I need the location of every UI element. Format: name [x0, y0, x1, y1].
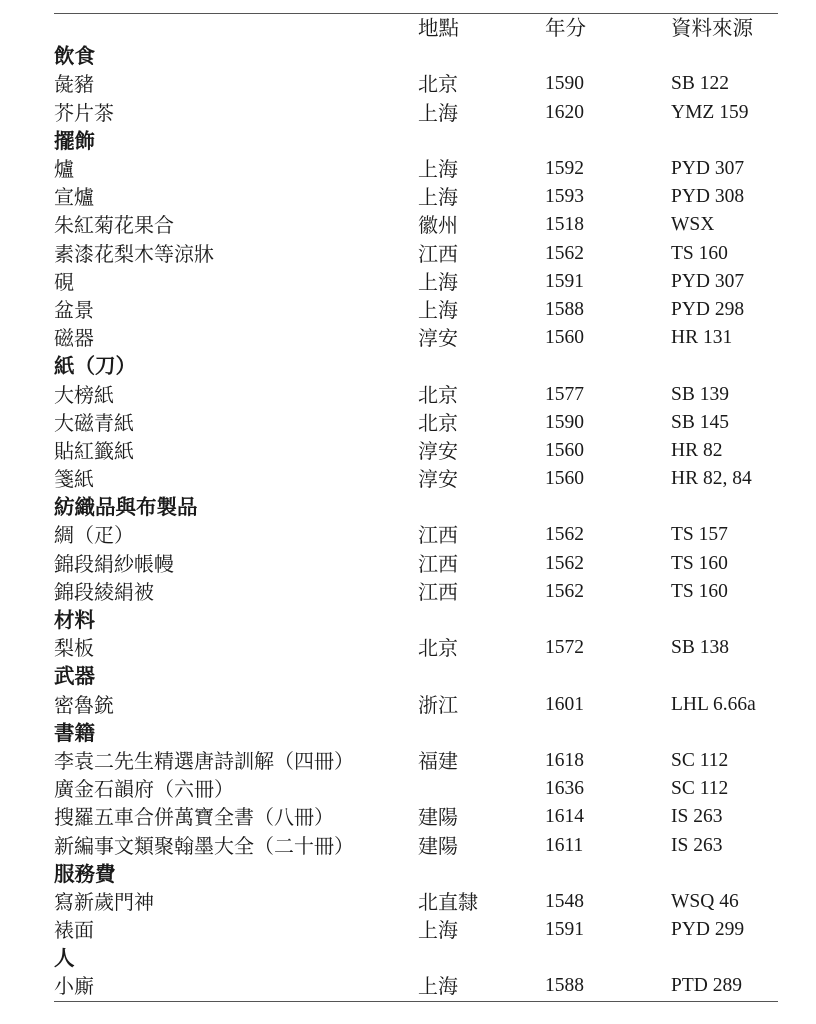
table-row	[54, 380, 778, 408]
source-cell: PYD 308	[671, 186, 745, 208]
table-body	[54, 42, 778, 1000]
place-cell	[418, 775, 545, 803]
category-row	[54, 944, 778, 972]
item-cell: 小廝	[54, 974, 94, 999]
year-cell: 1636	[545, 778, 584, 800]
table-row	[54, 211, 778, 239]
year-cell: 1562	[545, 242, 584, 264]
place-cell: 上海	[418, 918, 458, 943]
source-cell: PYD 307	[671, 270, 745, 292]
year-cell: 1611	[545, 834, 584, 856]
table-row	[54, 240, 778, 268]
category-row	[54, 352, 778, 380]
table-row	[54, 803, 778, 831]
source-cell: HR 82, 84	[671, 468, 752, 490]
header-place: 地點	[418, 16, 459, 41]
place-cell: 福建	[418, 748, 458, 773]
source-cell: SB 139	[671, 383, 729, 405]
year-cell: 1562	[545, 524, 584, 546]
item-cell: 箋紙	[54, 467, 94, 492]
table-row	[54, 775, 778, 803]
source-cell: PYD 307	[671, 158, 745, 180]
place-cell: 淳安	[418, 326, 458, 351]
category-row	[54, 127, 778, 155]
place-cell: 上海	[418, 269, 458, 294]
category-row	[54, 662, 778, 690]
category-row	[54, 606, 778, 634]
item-cell: 大榜紙	[54, 382, 114, 407]
place-cell: 淳安	[418, 467, 458, 492]
year-cell: 1620	[545, 101, 584, 123]
item-cell: 搜羅五車合併萬寶全書（八冊）	[54, 805, 334, 830]
source-cell: TS 160	[671, 580, 728, 602]
table-row	[54, 578, 778, 606]
year-cell: 1590	[545, 73, 584, 95]
item-cell: 新編事文類聚翰墨大全（二十冊）	[54, 833, 354, 858]
place-cell: 江西	[418, 579, 458, 604]
place-cell: 北京	[418, 72, 458, 97]
item-cell: 素漆花梨木等涼牀	[54, 241, 214, 266]
source-cell: WSQ 46	[671, 890, 739, 912]
item-cell: 硯	[54, 269, 74, 294]
table-row	[54, 465, 778, 493]
header-source: 資料來源	[671, 16, 753, 41]
year-cell: 1560	[545, 439, 584, 461]
table-row	[54, 691, 778, 719]
table-row	[54, 268, 778, 296]
year-cell: 1577	[545, 383, 584, 405]
category-label: 服務費	[54, 861, 116, 886]
table-row	[54, 324, 778, 352]
year-cell: 1560	[545, 327, 584, 349]
source-cell: HR 131	[671, 327, 733, 349]
year-cell: 1591	[545, 919, 584, 941]
item-cell: 朱紅菊花果合	[54, 213, 174, 238]
item-cell: 梨板	[54, 636, 94, 661]
table-row	[54, 888, 778, 916]
source-cell: TS 157	[671, 524, 728, 546]
table-row	[54, 99, 778, 127]
item-cell: 錦段綾絹被	[54, 579, 154, 604]
category-label: 武器	[54, 664, 95, 689]
place-cell: 建陽	[418, 833, 458, 858]
place-cell: 淳安	[418, 438, 458, 463]
source-cell: TS 160	[671, 552, 728, 574]
year-cell: 1601	[545, 693, 584, 715]
table-row	[54, 747, 778, 775]
source-cell: SB 122	[671, 73, 729, 95]
category-row	[54, 860, 778, 888]
category-label: 人	[54, 946, 75, 971]
place-cell: 上海	[418, 974, 458, 999]
source-cell: HR 82	[671, 439, 723, 461]
year-cell: 1560	[545, 468, 584, 490]
category-label: 書籍	[54, 720, 95, 745]
item-cell: 裱面	[54, 918, 94, 943]
year-cell: 1592	[545, 158, 584, 180]
place-cell: 浙江	[418, 692, 458, 717]
year-cell: 1572	[545, 637, 584, 659]
item-cell: 貼紅籤紙	[54, 438, 134, 463]
table-row	[54, 409, 778, 437]
item-cell: 廣金石韻府（六冊）	[54, 777, 234, 802]
source-cell: IS 263	[671, 806, 723, 828]
item-cell: 密魯銃	[54, 692, 114, 717]
place-cell: 上海	[418, 185, 458, 210]
category-label: 材料	[54, 608, 95, 633]
place-cell: 江西	[418, 523, 458, 548]
year-cell: 1593	[545, 186, 584, 208]
place-cell: 徽州	[418, 213, 458, 238]
table-row	[54, 437, 778, 465]
source-cell: PYD 298	[671, 298, 745, 320]
year-cell: 1614	[545, 806, 584, 828]
source-cell: SC 112	[671, 749, 729, 771]
source-cell: YMZ 159	[671, 101, 749, 123]
year-cell: 1618	[545, 749, 584, 771]
header-year: 年分	[545, 16, 586, 41]
category-label: 擺飾	[54, 128, 95, 153]
item-cell: 芥片茶	[54, 100, 114, 125]
category-row	[54, 719, 778, 747]
year-cell: 1548	[545, 890, 584, 912]
source-cell: WSX	[671, 214, 715, 236]
table-row	[54, 831, 778, 859]
place-cell: 江西	[418, 551, 458, 576]
item-cell: 磁器	[54, 326, 94, 351]
item-cell: 大磁青紙	[54, 410, 134, 435]
year-cell: 1562	[545, 552, 584, 574]
item-cell: 寫新歲門神	[54, 889, 154, 914]
item-cell: 爐	[54, 157, 74, 182]
source-cell: LHL 6.66a	[671, 693, 756, 715]
item-cell: 盆景	[54, 297, 94, 322]
category-label: 飲食	[54, 44, 95, 69]
price-table	[54, 14, 778, 1001]
table-row	[54, 183, 778, 211]
place-cell: 上海	[418, 100, 458, 125]
table-row	[54, 550, 778, 578]
year-cell: 1591	[545, 270, 584, 292]
place-cell: 北京	[418, 382, 458, 407]
year-cell: 1590	[545, 411, 584, 433]
item-cell: 彘豬	[54, 72, 94, 97]
table-row	[54, 916, 778, 944]
source-cell: IS 263	[671, 834, 723, 856]
price-table-page	[54, 13, 778, 1002]
source-cell: PTD 289	[671, 975, 742, 997]
place-cell: 北京	[418, 636, 458, 661]
category-label: 紡織品與布製品	[54, 495, 198, 520]
place-cell: 江西	[418, 241, 458, 266]
place-cell: 上海	[418, 297, 458, 322]
source-cell: PYD 299	[671, 919, 745, 941]
category-label: 紙（刀）	[54, 354, 136, 379]
item-cell: 綢（疋）	[54, 523, 134, 548]
table-row	[54, 296, 778, 324]
place-cell: 建陽	[418, 805, 458, 830]
year-cell: 1588	[545, 975, 584, 997]
item-cell: 李袁二先生精選唐詩訓解（四冊）	[54, 748, 354, 773]
place-cell: 北直隸	[418, 889, 478, 914]
source-cell: TS 160	[671, 242, 728, 264]
year-cell: 1518	[545, 214, 584, 236]
source-cell: SB 138	[671, 637, 729, 659]
year-cell: 1588	[545, 298, 584, 320]
item-cell: 錦段絹紗帳幔	[54, 551, 174, 576]
table-row	[54, 70, 778, 98]
item-cell: 宣爐	[54, 185, 94, 210]
bottom-rule	[54, 1001, 778, 1002]
header-item	[54, 14, 418, 42]
category-row	[54, 42, 778, 70]
table-row	[54, 972, 778, 1000]
source-cell: SB 145	[671, 411, 729, 433]
place-cell: 上海	[418, 157, 458, 182]
table-row	[54, 634, 778, 662]
year-cell: 1562	[545, 580, 584, 602]
category-row	[54, 493, 778, 521]
table-row	[54, 155, 778, 183]
table-row	[54, 521, 778, 549]
place-cell: 北京	[418, 410, 458, 435]
source-cell: SC 112	[671, 778, 729, 800]
header-row	[54, 14, 778, 42]
